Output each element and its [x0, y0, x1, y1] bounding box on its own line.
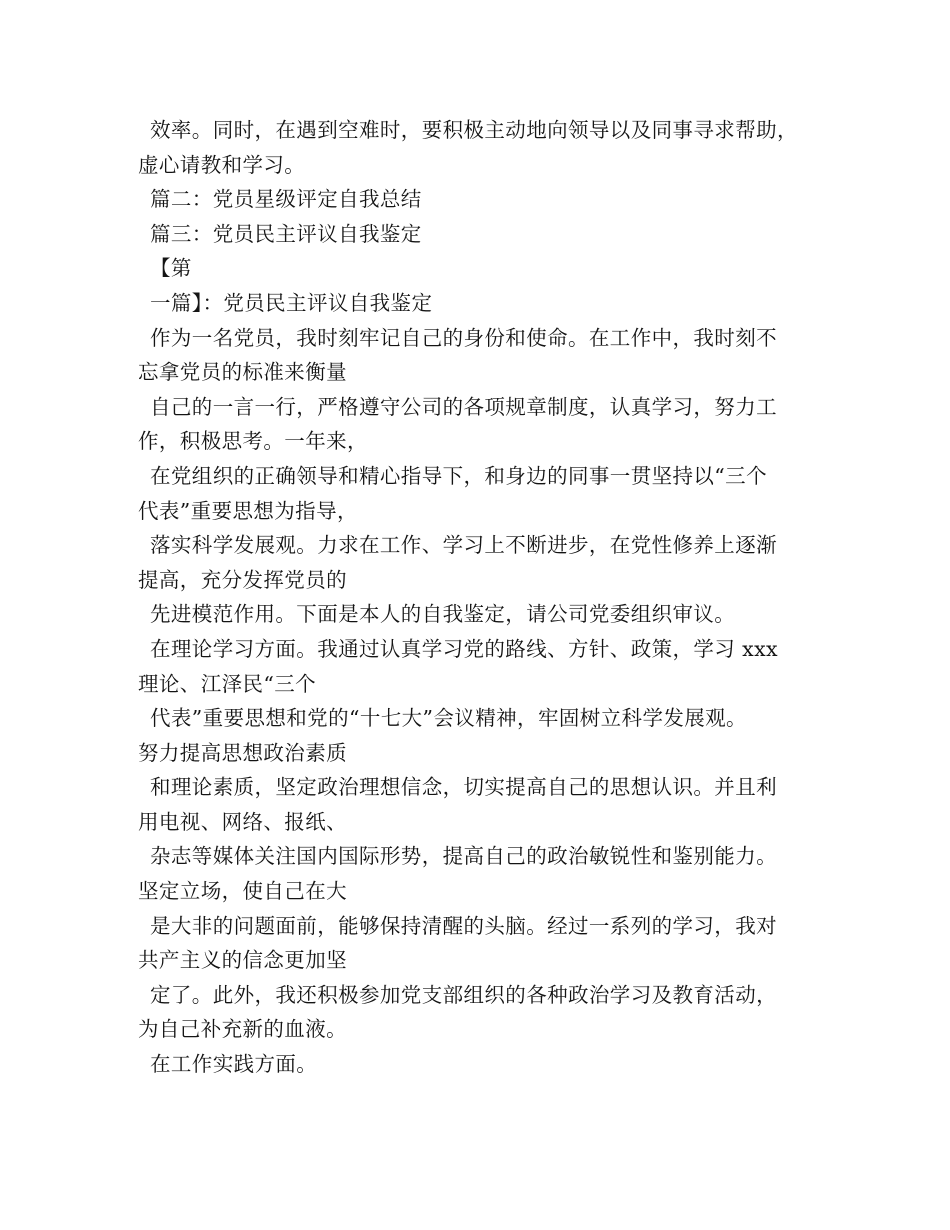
- text-line: 坚定立场，使自己在大: [138, 879, 347, 904]
- text-line: 是大非的问题面前，能够保持清醒的头脑。经过一系列的学习，我对: [150, 913, 777, 938]
- text-line: 先进模范作用。下面是本人的自我鉴定，请公司党委组织审议。: [150, 602, 736, 627]
- text-line: 虚心请教和学习。: [138, 152, 306, 177]
- text-line: 效率。同时，在遇到空难时，要积极主动地向领导以及同事寻求帮助，: [150, 118, 798, 142]
- text-line: 一篇】：党员民主评议自我鉴定: [150, 290, 433, 315]
- text-line: 努力提高思想政治素质: [138, 740, 347, 765]
- text-line: 杂志等媒体关注国内国际形势，提高自己的政治敏锐性和鉴别能力。: [150, 844, 777, 869]
- text-line: 理论、江泽民“三个: [138, 671, 317, 696]
- text-line: 篇二：党员星级评定自我总结: [150, 187, 422, 212]
- text-line: 和理论素质，坚定政治理想信念，切实提高自己的思想认识。并且利: [150, 775, 777, 800]
- text-line: 【第: [150, 256, 192, 281]
- text-line: 在理论学习方面。我通过认真学习党的路线、方针、政策，学习 xxx: [150, 636, 778, 661]
- document-body: [138, 113, 838, 1082]
- text-line: 忘拿党员的标准来衡量: [138, 360, 347, 385]
- text-line: 代表”重要思想和党的“十七大”会议精神，牢固树立科学发展观。: [150, 706, 747, 731]
- text-line: 提高，充分发挥党员的: [138, 567, 347, 592]
- text-line: 作为一名党员，我时刻牢记自己的身份和使命。在工作中，我时刻不: [150, 325, 777, 350]
- text-line: 篇三：党员民主评议自我鉴定: [150, 221, 422, 246]
- text-line: 落实科学发展观。力求在工作、学习上不断进步，在党性修养上逐渐: [150, 533, 777, 558]
- text-line: 为自己补充新的血液。: [138, 1017, 347, 1042]
- text-line: 在党组织的正确领导和精心指导下，和身边的同事一贯坚持以“三个: [150, 463, 767, 488]
- text-line: 定了。此外，我还积极参加党支部组织的各种政治学习及教育活动，: [150, 982, 777, 1007]
- text-line: 代表”重要思想为指导，: [138, 498, 358, 523]
- text-line: 作，积极思考。一年来，: [138, 429, 368, 454]
- text-line: 自己的一言一行，严格遵守公司的各项规章制度，认真学习，努力工: [150, 394, 777, 419]
- text-line: 共产主义的信念更加坚: [138, 948, 347, 973]
- text-line: 用电视、网络、报纸、: [138, 809, 347, 834]
- text-line: 在工作实践方面。: [150, 1052, 318, 1077]
